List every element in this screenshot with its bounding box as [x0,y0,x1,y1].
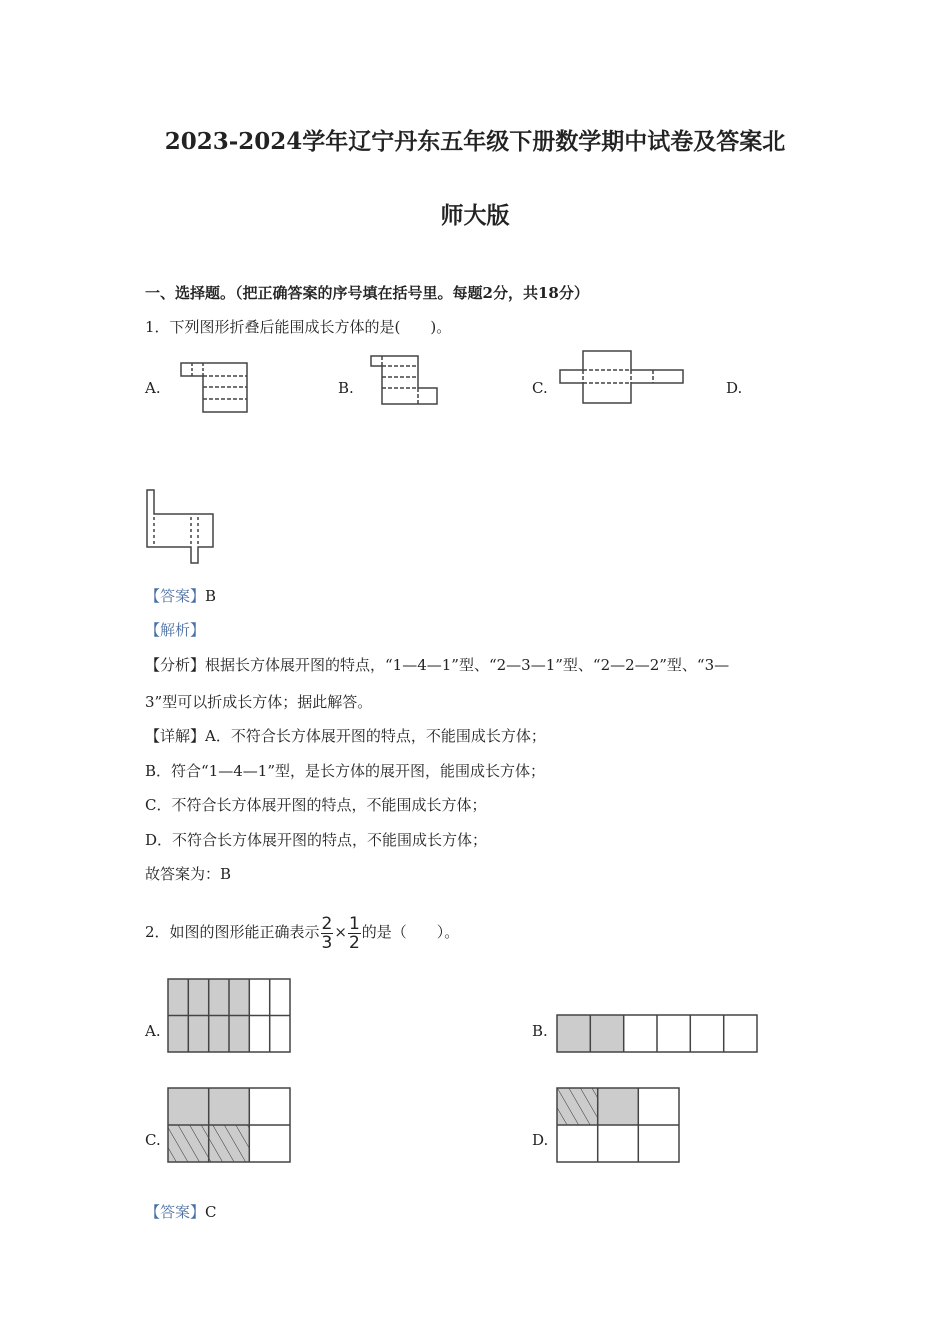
answer-label: 【答案】 [145,587,206,605]
q1-answer [145,586,216,606]
q1-stem: 1．下列图形折叠后能围成长方体的是( )。 [145,318,452,336]
q1-detail-d: D．不符合长方体展开图的特点，不能围成长方体； [145,831,488,849]
q1-detail-b: B．符合“1—4—1”型，是长方体的展开图，能围成长方体； [145,762,545,780]
q2-figure-a [168,979,292,1054]
q1-analysis-line1: 【分析】根据长方体展开图的特点，“1—4—1”型、“2—3—1”型、“2—2—2”型、“3— [145,656,730,674]
q2-answer [145,1202,217,1222]
q1-conclusion: 故答案为：B [145,865,232,883]
q1-analysis-label: 【解析】 [145,621,206,639]
document-title-line1: 2023-2024学年辽宁丹东五年级下册数学期中试卷及答案北 [164,128,786,155]
q1-figure-d [145,489,217,567]
q2-figure-d [557,1088,681,1164]
q1-option-b-label: B. [338,379,354,397]
denominator: 3 [321,932,333,953]
q2-option-a-label: A. [145,1022,161,1040]
q1-figure-c [559,350,685,406]
answer-value: B [205,587,217,605]
q2-stem-after: 的是（ ）。 [361,923,460,941]
q1-figure-a [180,360,250,415]
q2-figure-c [168,1088,292,1164]
q1-option-c-label: C. [532,379,548,397]
q2-figure-b [557,1015,759,1054]
times-sign: × [334,923,347,941]
numerator: 2 [321,913,333,934]
q2-stem-before: 2．如图的图形能正确表示 [145,923,320,941]
q1-detail-a: 【详解】A．不符合长方体展开图的特点，不能围成长方体； [145,727,546,745]
q1-detail-c: C．不符合长方体展开图的特点，不能围成长方体； [145,796,487,814]
fraction-one-half [348,915,361,952]
q1-figure-b [370,355,442,407]
document-title-line2: 师大版 [440,202,510,229]
denominator: 2 [348,932,360,953]
numerator: 1 [348,913,360,934]
fraction-two-thirds [321,915,334,952]
q1-analysis-line2: 3”型可以折成长方体；据此解答。 [145,693,373,711]
q1-option-d-label: D. [726,379,743,397]
q2-option-c-label: C. [145,1131,161,1149]
q2-option-d-label: D. [532,1131,549,1149]
q2-stem [145,908,459,956]
answer-label: 【答案】 [145,1203,206,1221]
answer-value: C [205,1203,217,1221]
q1-option-a-label: A. [145,379,161,397]
section-heading: 一、选择题。（把正确答案的序号填在括号里。每题2分，共18分） [145,284,589,302]
q2-option-b-label: B. [532,1022,548,1040]
